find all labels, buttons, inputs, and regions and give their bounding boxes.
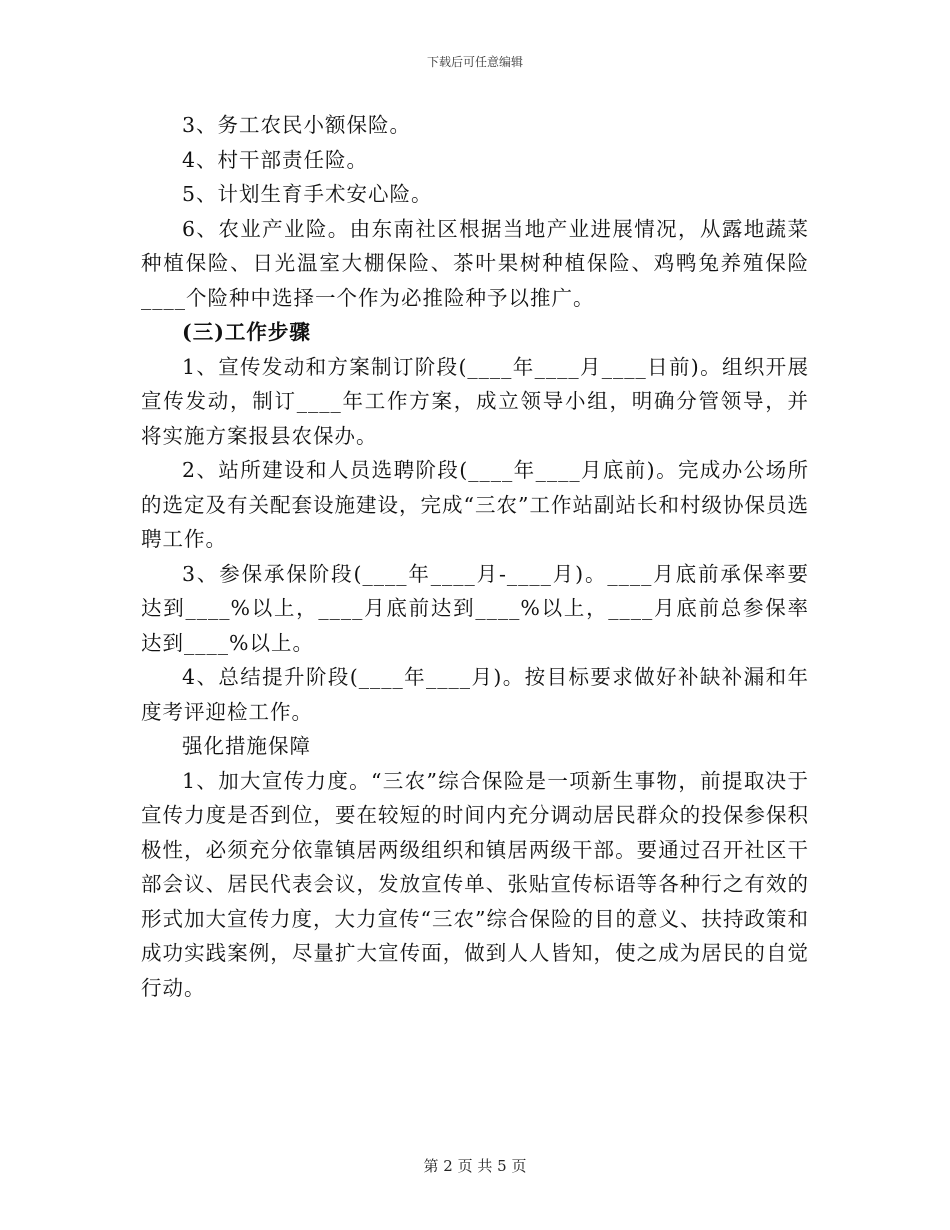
page-header-note: 下载后可任意编辑 bbox=[426, 55, 523, 69]
document-body bbox=[141, 108, 809, 1005]
list-item-agriculture-insurance: 6、农业产业险。由东南社区根据当地产业进展情况，从露地蔬菜种植保险、日光温室大棚保险、茶叶果树种植保险、鸡鸭兔养殖保险____个险种中选择一个作为必推险种予以推广。 bbox=[141, 216, 809, 310]
measure-publicity: 1、加大宣传力度。“三农”综合保险是一项新生事物，前提取决于宣传力度是否到位，要在较短的时间内充分调动居民群众的投保参保积极性，必须充分依靠镇居两级组织和镇居两级干部。要通过召开社区干部会议、居民代表会议，发放宣传单、张贴宣传标语等各种行之有效的形式加大宣传力度，大力宣传“三农”综合保险的目的意义、扶持政策和成功实践案例，尽量扩大宣传面，做到人人皆知，使之成为居民的自觉行动。 bbox=[141, 768, 809, 1000]
list-item-family-planning: 5、计划生育手术安心险。 bbox=[182, 182, 433, 206]
list-item-cadre-liability: 4、村干部责任险。 bbox=[182, 147, 369, 172]
section-heading-work-steps: (三)工作步骤 bbox=[182, 320, 311, 344]
step-summary: 4、总结提升阶段(____年____月)。按目标要求做好补缺补漏和年度考评迎检工作。 bbox=[141, 665, 809, 724]
step-station-building: 2、站所建设和人员选聘阶段(____年____月底前)。完成办公场所的选定及有关配套设施建设，完成“三农”工作站副站长和村级协保员选聘工作。 bbox=[141, 458, 809, 551]
step-publicity: 1、宣传发动和方案制订阶段(____年____月____日前)。组织开展宣传发动，制订____年工作方案，成立领导小组，明确分管领导，并将实施方案报县农保办。 bbox=[141, 354, 809, 448]
page-number: 第 2 页 共 5 页 bbox=[423, 1157, 527, 1175]
section-heading-measures: 强化措施保障 bbox=[182, 734, 311, 758]
step-enrollment: 3、参保承保阶段(____年____月-____月)。____月底前承保率要达到____%以上，____月底前达到____%以上，____月底前总参保率达到____%以上。 bbox=[141, 561, 809, 655]
list-item-small-loan-insurance: 3、务工农民小额保险。 bbox=[182, 113, 412, 137]
